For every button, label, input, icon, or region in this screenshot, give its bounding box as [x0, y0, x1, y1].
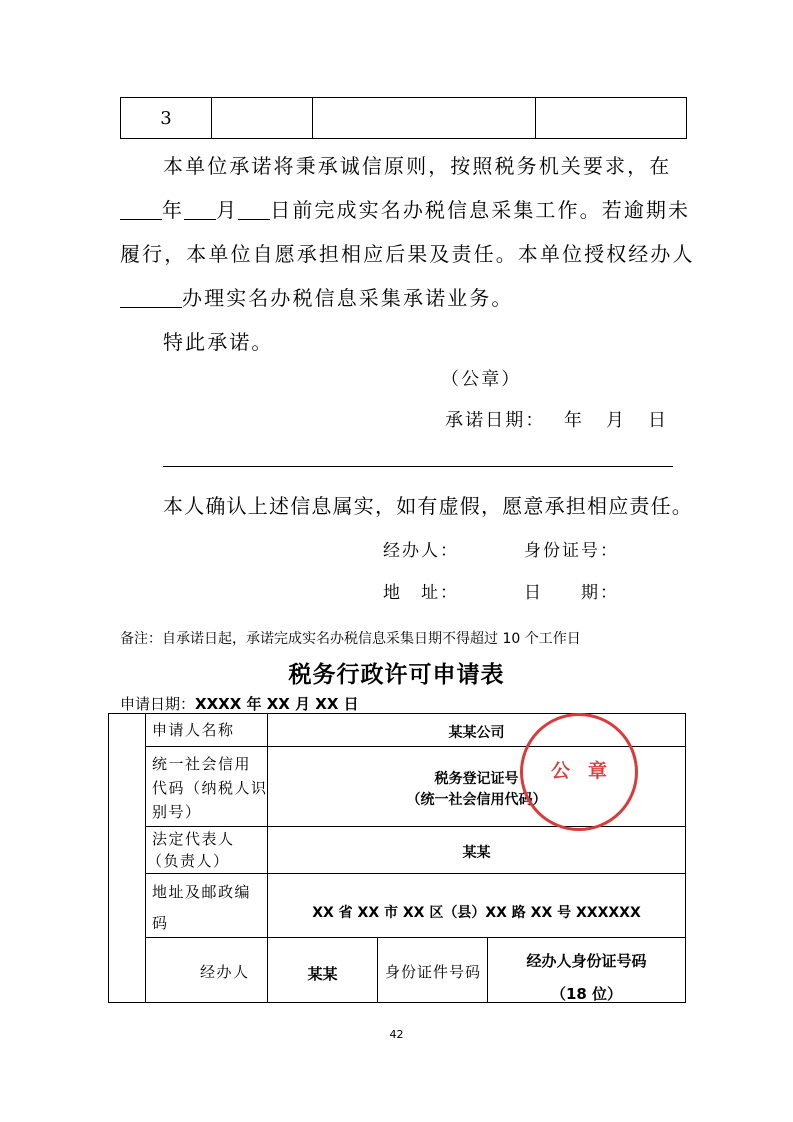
form-agent-label: 经办人 [200, 963, 250, 981]
apply-date [120, 693, 359, 714]
credit-code-label-3: 别号） [152, 803, 202, 821]
agent-label: 经办人： [383, 541, 459, 561]
credit-code-label-2: 代码（纳税人识 [152, 779, 268, 797]
pledge-line-2-rest: 日前完成实名办税信息采集工作。若逾期未 [270, 198, 691, 222]
date-label: 日 期： [524, 583, 619, 603]
remark-note: 备注：自承诺日起，承诺完成实名办税信息采集日期不得超过 10 个工作日 [120, 631, 581, 647]
pledge-line-4 [120, 282, 514, 311]
credit-code-label-1: 统一社会信用 [152, 755, 252, 773]
address-label: 地 址： [383, 583, 459, 603]
form-agent-value: 某某 [307, 965, 338, 983]
official-seal-stamp [520, 713, 638, 831]
legal-rep-label-2: （负责人） [147, 852, 230, 870]
table-row [121, 98, 687, 139]
side-column [108, 713, 146, 1003]
seal-label: （公章） [441, 369, 522, 390]
special-pledge: 特此承诺。 [163, 330, 274, 354]
empty-cell [212, 98, 313, 139]
pledge-date-label: 承诺日期： [445, 410, 546, 431]
credit-code-value-1: 税务登记证号 [434, 771, 519, 787]
blank-month[interactable] [184, 199, 216, 220]
pledge-date-year: 年 [564, 410, 585, 431]
divider-line [163, 466, 673, 467]
blank-year[interactable] [120, 199, 162, 220]
apply-date-prefix: 申请日期： [120, 695, 196, 713]
form-title: 税务行政许可申请表 [288, 662, 505, 688]
address-zip-label-2: 码 [152, 914, 169, 932]
applicant-label: 申请人名称 [152, 721, 235, 739]
id-number-label: 身份证号： [524, 541, 619, 561]
pledge-date-month: 月 [606, 410, 627, 431]
legal-rep-value: 某某 [462, 845, 491, 861]
blank-day[interactable] [238, 199, 270, 220]
id-value-1: 经办人身份证号码 [526, 952, 647, 970]
address-zip-label-1: 地址及邮政编 [152, 883, 252, 901]
pledge-line-3: 履行，本单位自愿承担相应后果及责任。本单位授权经办人 [120, 242, 695, 266]
empty-cell [536, 98, 687, 139]
blank-agent[interactable] [120, 287, 182, 308]
confirm-statement: 本人确认上述信息属实，如有虚假，愿意承担相应责任。 [163, 494, 693, 518]
id-value-2: （18 位） [550, 985, 623, 1003]
id-type-label: 身份证件号码 [385, 963, 482, 981]
applicant-value: 某某公司 [448, 725, 505, 741]
address-value: XX 省 XX 市 XX 区（县）XX 路 XX 号 XXXXXX [312, 905, 641, 921]
legal-rep-label-1: 法定代表人 [152, 830, 235, 848]
pledge-line-2 [120, 194, 690, 223]
pledge-date-day: 日 [648, 410, 669, 431]
pledge-line-1: 本单位承诺将秉承诚信原则，按照税务机关要求，在 [163, 154, 672, 178]
month-label: 月 [216, 198, 239, 222]
year-label: 年 [162, 198, 185, 222]
page-number: 42 [389, 1028, 404, 1041]
apply-date-value: XXXX 年 XX 月 XX 日 [195, 695, 359, 713]
empty-cell [313, 98, 536, 139]
credit-code-value-2: （统一社会信用代码） [406, 792, 547, 808]
seal-text: 公章 [550, 760, 625, 782]
pledge-line-4-text: 办理实名办税信息采集承诺业务。 [182, 286, 514, 310]
top-table [120, 97, 687, 139]
row-number-cell: 3 [121, 98, 212, 139]
